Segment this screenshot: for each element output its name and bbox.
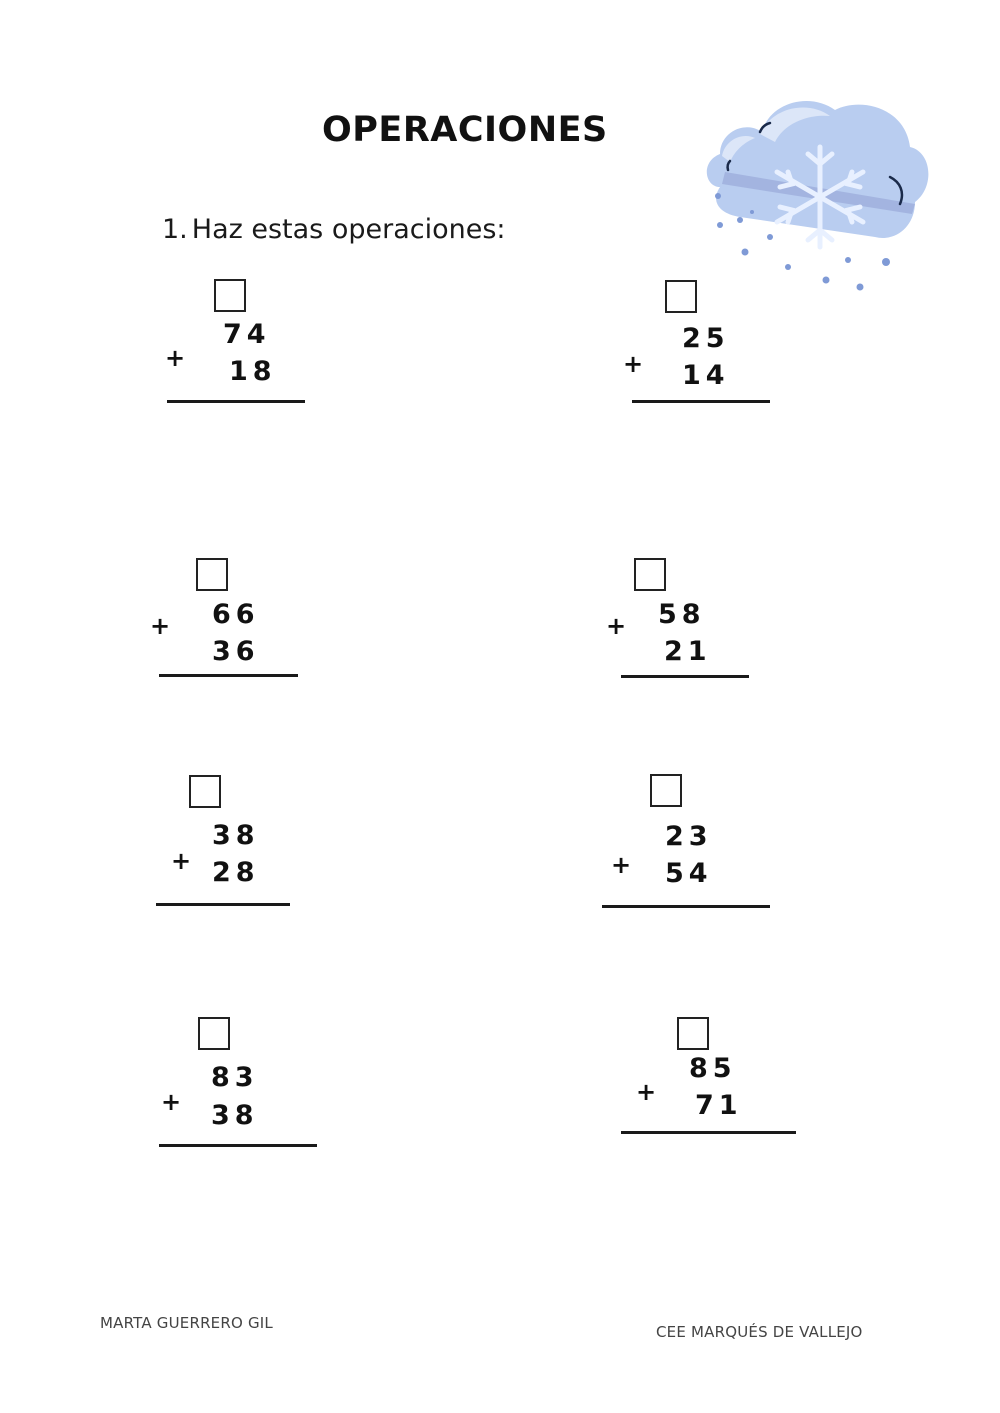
addition-operation [165, 278, 310, 408]
bottom-number: 18 [229, 356, 277, 387]
sum-line [621, 675, 749, 678]
addition-operation [622, 280, 777, 410]
plus-sign: + [171, 847, 192, 875]
sum-line [159, 674, 298, 677]
carry-box[interactable] [665, 280, 697, 313]
bottom-number: 14 [682, 360, 730, 391]
sum-line [602, 905, 770, 908]
sum-line [632, 400, 770, 403]
instruction-text: Haz estas operaciones: [191, 214, 506, 245]
sum-line [156, 903, 290, 906]
bottom-number: 54 [665, 858, 713, 889]
top-number: 83 [211, 1062, 259, 1093]
bottom-number: 36 [212, 636, 260, 667]
bottom-number: 21 [664, 636, 712, 667]
carry-box[interactable] [189, 775, 221, 808]
addition-operation [606, 558, 756, 683]
plus-sign: + [606, 612, 627, 640]
plus-sign: + [636, 1078, 657, 1106]
carry-box[interactable] [634, 558, 666, 591]
page-title: OPERACIONES [322, 110, 608, 150]
top-number: 58 [658, 599, 706, 630]
school-footer: CEE MARQUÉS DE VALLEJO [656, 1323, 863, 1341]
top-number: 85 [689, 1053, 737, 1084]
sum-line [159, 1144, 317, 1147]
instruction [162, 214, 506, 245]
sum-line [167, 400, 305, 403]
addition-operation [155, 775, 300, 910]
sum-line [621, 1131, 796, 1134]
top-number: 25 [682, 323, 730, 354]
author-footer: MARTA GUERRERO GIL [100, 1314, 273, 1332]
top-number: 74 [223, 319, 271, 350]
top-number: 66 [212, 599, 260, 630]
plus-sign: + [161, 1088, 182, 1116]
plus-sign: + [150, 612, 171, 640]
instruction-number: 1. [162, 214, 188, 245]
carry-box[interactable] [196, 558, 228, 591]
plus-sign: + [165, 344, 186, 372]
top-number: 38 [212, 820, 260, 851]
addition-operation [618, 1017, 803, 1142]
carry-box[interactable] [198, 1017, 230, 1050]
plus-sign: + [623, 350, 644, 378]
carry-box[interactable] [214, 279, 246, 312]
plus-sign: + [611, 851, 632, 879]
top-number: 23 [665, 821, 713, 852]
bottom-number: 28 [212, 857, 260, 888]
carry-box[interactable] [677, 1017, 709, 1050]
snow-cloud-icon [700, 92, 935, 302]
addition-operation [158, 1017, 323, 1152]
addition-operation [150, 558, 305, 683]
addition-operation [600, 774, 775, 914]
bottom-number: 38 [211, 1100, 259, 1131]
carry-box[interactable] [650, 774, 682, 807]
bottom-number: 71 [695, 1090, 743, 1121]
